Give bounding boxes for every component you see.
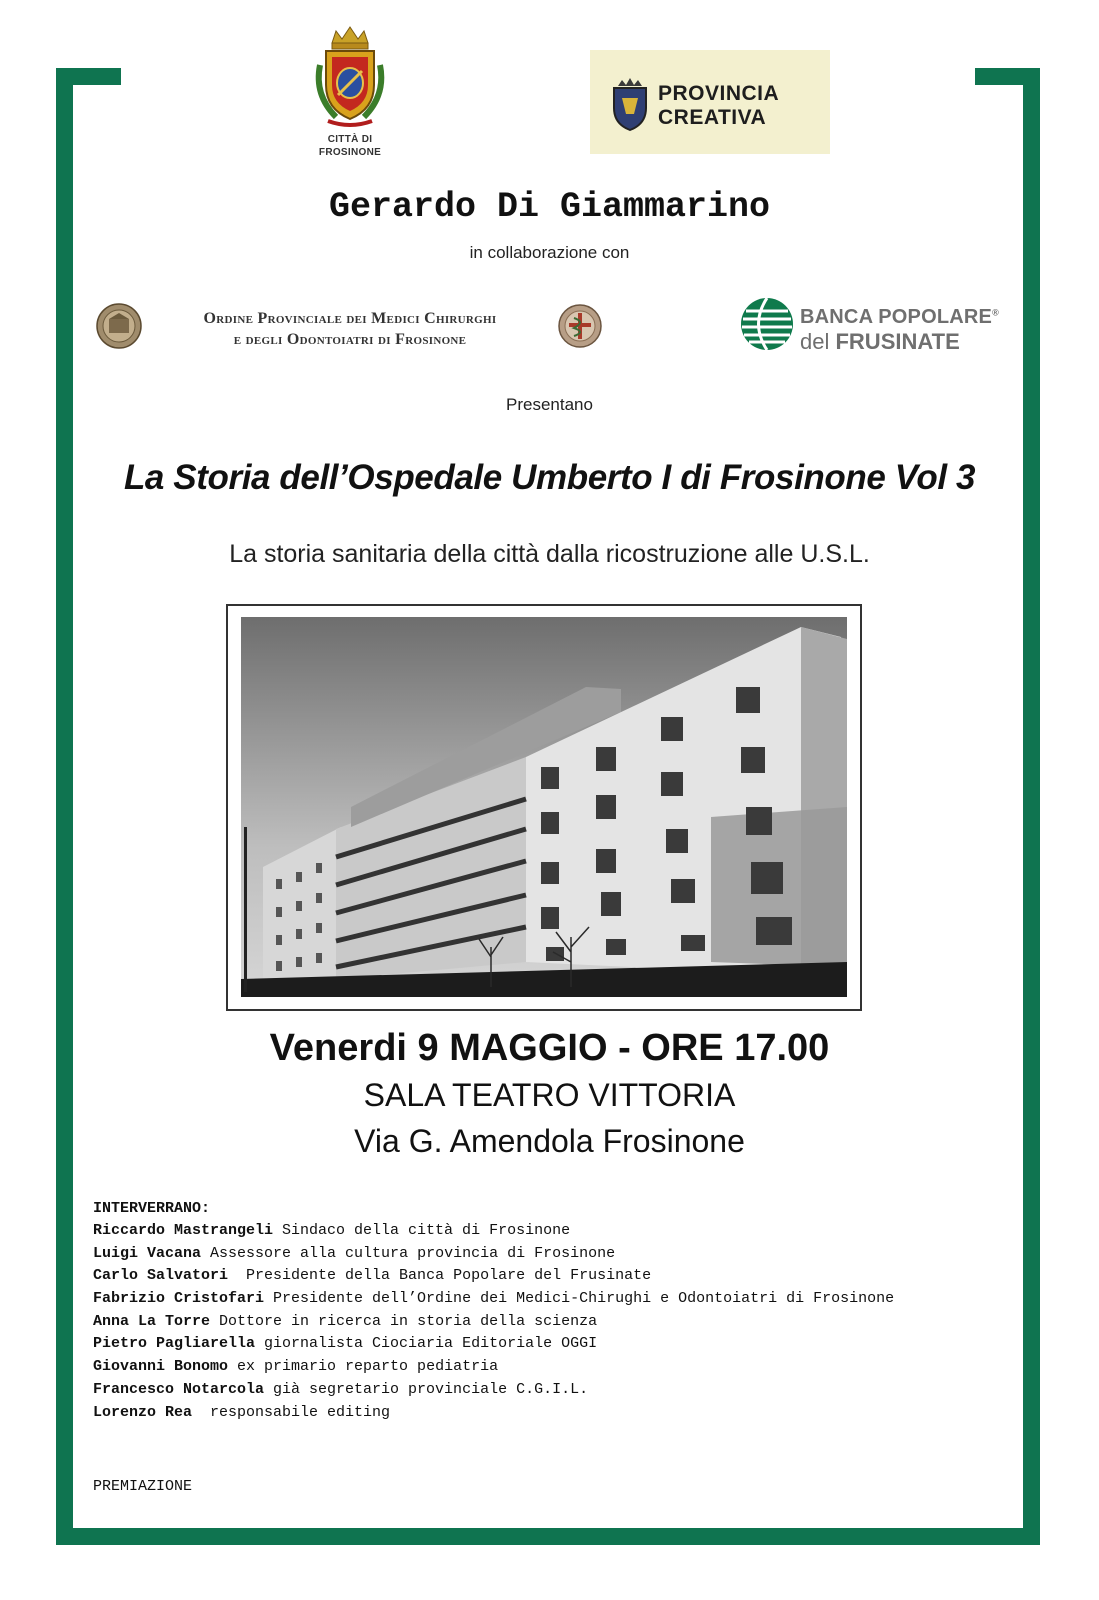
list-item xyxy=(93,1288,894,1311)
book-subtitle: La storia sanitaria della città dalla ricostruzione alle U.S.L. xyxy=(229,540,870,568)
hospital-photo xyxy=(241,617,847,997)
city-logo-caption: CITTÀ DI FROSINONE xyxy=(318,134,382,158)
speaker-name: Carlo Salvatori xyxy=(93,1267,229,1285)
speaker-role: già segretario provinciale C.G.I.L. xyxy=(264,1380,589,1398)
list-item xyxy=(93,1402,894,1425)
author-name: Gerardo Di Giammarino xyxy=(328,187,771,227)
frame-top-right-corner xyxy=(975,68,1040,85)
event-venue: SALA TEATRO VITTORIA xyxy=(363,1077,736,1113)
hospital-building-image xyxy=(241,617,847,997)
list-item xyxy=(93,1356,894,1379)
medical-order-name: Ordine Provinciale dei Medici Chirurghi e degli Odontoiatri di Frosinone xyxy=(203,310,497,348)
frame-right-border xyxy=(1023,68,1040,1545)
list-item xyxy=(93,1243,894,1266)
speaker-role: responsabile editing xyxy=(192,1403,391,1421)
speaker-role: Assessore alla cultura provincia di Frosinone xyxy=(201,1244,616,1262)
list-item xyxy=(93,1220,894,1243)
medical-order-seal-icon xyxy=(96,303,142,349)
speaker-name: Francesco Notarcola xyxy=(93,1380,265,1398)
speaker-name: Riccardo Mastrangeli xyxy=(93,1222,274,1239)
speaker-name: Giovanni Bonomo xyxy=(93,1358,229,1376)
collaboration-label: in collaborazione con xyxy=(469,243,630,262)
banca-popolare-globe-icon xyxy=(740,297,794,351)
presentano-label: Presentano xyxy=(506,395,593,414)
frame-bottom-border xyxy=(56,1528,1040,1545)
speaker-role: Presidente dell’Ordine dei Medici-Chirughi e Odontoiatri di Frosinone xyxy=(264,1290,895,1308)
province-logo-text: PROVINCIA CREATIVA xyxy=(658,82,780,129)
speaker-name: Anna La Torre xyxy=(93,1312,211,1330)
speaker-name: Luigi Vacana xyxy=(93,1244,202,1262)
event-date-time: Venerdi 9 MAGGIO - ORE 17.00 xyxy=(269,1027,830,1069)
list-item xyxy=(93,1379,894,1402)
speaker-role: Dottore in ricerca in storia della scienza xyxy=(210,1312,598,1330)
speaker-name: Pietro Pagliarella xyxy=(93,1335,256,1353)
frame-top-left-corner xyxy=(56,68,121,85)
speaker-name: Fabrizio Cristofari xyxy=(93,1290,265,1308)
speaker-role: Sindaco della città di Frosinone xyxy=(273,1222,571,1239)
provincia-creativa-logo xyxy=(590,50,830,154)
speakers-heading: INTERVERRANO: xyxy=(93,1200,211,1217)
speaker-role: Presidente della Banca Popolare del Frusinate xyxy=(228,1267,652,1285)
hospital-photo-frame xyxy=(226,604,862,1011)
bank-name-line2: del FRUSINATE xyxy=(800,329,960,354)
list-item xyxy=(93,1265,894,1288)
list-item xyxy=(93,1333,894,1356)
event-address: Via G. Amendola Frosinone xyxy=(354,1123,745,1159)
city-of-frosinone-logo xyxy=(305,25,395,165)
speaker-role: ex primario reparto pediatria xyxy=(228,1358,499,1376)
speaker-name: Lorenzo Rea xyxy=(93,1403,193,1421)
city-crest-icon xyxy=(310,25,390,133)
bank-name-line1: BANCA POPOLARE® xyxy=(800,306,999,328)
premiazione-label: PREMIAZIONE xyxy=(93,1478,193,1495)
speakers-list xyxy=(93,1198,894,1424)
frame-left-border xyxy=(56,68,73,1545)
province-shield-icon xyxy=(610,78,650,132)
caduceus-seal-icon xyxy=(558,304,602,348)
speaker-role: giornalista Ciociaria Editoriale OGGI xyxy=(255,1335,598,1353)
book-title: La Storia dell’Ospedale Umberto I di Frosinone Vol 3 xyxy=(123,458,976,497)
list-item xyxy=(93,1311,894,1334)
